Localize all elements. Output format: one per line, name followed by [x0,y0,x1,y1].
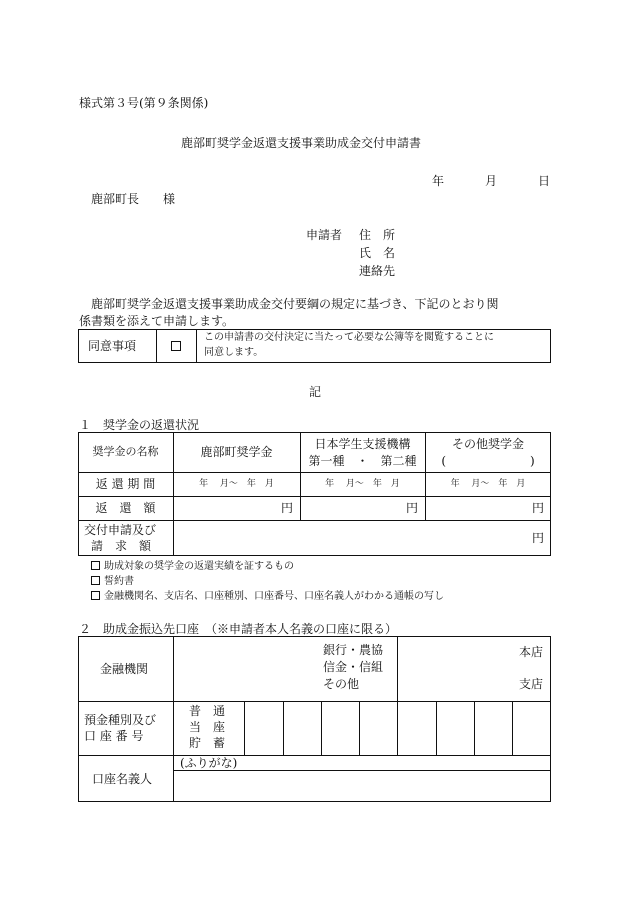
period-other: 年 月～ 年 月 [450,479,526,489]
form-number: 様式第３号(第９条関係) [79,96,209,110]
consent-label: 同意事項 [88,339,137,353]
account-type-savings: 貯 蓄 [189,736,226,750]
addressee: 鹿部町長 様 [91,192,176,206]
date-month-label: 月 [485,174,498,188]
attachment-checkbox[interactable] [91,576,100,585]
yen-jasso: 円 [406,501,419,515]
consent-checkbox[interactable] [171,341,181,351]
account-holder-label: 口座名義人 [92,772,153,786]
yen-shikabe: 円 [281,501,294,515]
date-day-label: 日 [538,174,551,188]
yen-request: 円 [532,531,545,545]
col-jasso-line2: 第一種 ・ 第二種 [308,454,417,468]
ki-label: 記 [309,385,322,399]
consent-text-line1: この申請書の交付決定に当たって必要な公簿等を閲覧することに [204,332,494,343]
period-jasso: 年 月～ 年 月 [325,479,400,489]
request-amount-label-line2: 請 求 額 [91,539,152,553]
col-other-line2: ( ) [441,454,535,468]
col-jasso-line1: 日本学生支援機構 [314,437,411,451]
attachment-item: 誓約書 [91,576,134,587]
account-label-line2: 口 座 番 号 [84,729,144,743]
head-office-label: 本店 [519,645,544,659]
account-type-ordinary: 普 通 [189,704,226,718]
page-title: 鹿部町奨学金返還支援事業助成金交付申請書 [181,136,422,150]
attachment-item: 助成対象の奨学金の返還実績を証するもの [91,561,294,572]
applicant-contact-label: 連絡先 [359,264,396,278]
applicant-name-label: 氏 名 [359,246,396,260]
scholarship-name-label: 奨学金の名称 [92,445,159,458]
body-text-line1: 鹿部町奨学金返還支援事業助成金交付要綱の規定に基づき、下記のとおり関 [91,297,499,311]
section2-heading: ２ 助成金振込先口座 （※申請者本人名義の口座に限る） [79,622,398,636]
bank-type-line1: 銀行・農協 [323,643,384,657]
section1-heading: １ 奨学金の返還状況 [79,418,200,432]
consent-text-line2: 同意します。 [204,347,264,358]
attachment-checkbox[interactable] [91,591,100,600]
branch-label: 支店 [519,677,544,691]
repayment-amount-label: 返 還 額 [95,501,156,515]
date-year-label: 年 [432,174,445,188]
furigana-label: (ふりがな) [180,756,238,770]
request-amount-label-line1: 交付申請及び [84,523,157,537]
bank-type-line2: 信金・信組 [323,660,384,674]
body-text-line2: 係書類を添えて申請します。 [79,314,235,328]
account-type-current: 当 座 [189,720,226,734]
period-shikabe: 年 月～ 年 月 [199,479,274,489]
attachment-item: 金融機関名、支店名、口座種別、口座番号、口座名義人がわかる通帳の写し [91,591,444,602]
col-other-line1: その他奨学金 [451,437,524,451]
applicant-address-label: 住 所 [359,228,396,242]
attachment-checkbox[interactable] [91,561,100,570]
account-label-line1: 預金種別及び [84,713,157,727]
bank-type-line3: その他 [323,677,360,691]
applicant-label: 申請者 [306,228,343,242]
col-shikabe-scholarship: 鹿部町奨学金 [200,445,273,459]
yen-other: 円 [532,501,545,515]
bank-label: 金融機関 [100,662,149,676]
repayment-period-label: 返 還 期 間 [95,477,156,491]
